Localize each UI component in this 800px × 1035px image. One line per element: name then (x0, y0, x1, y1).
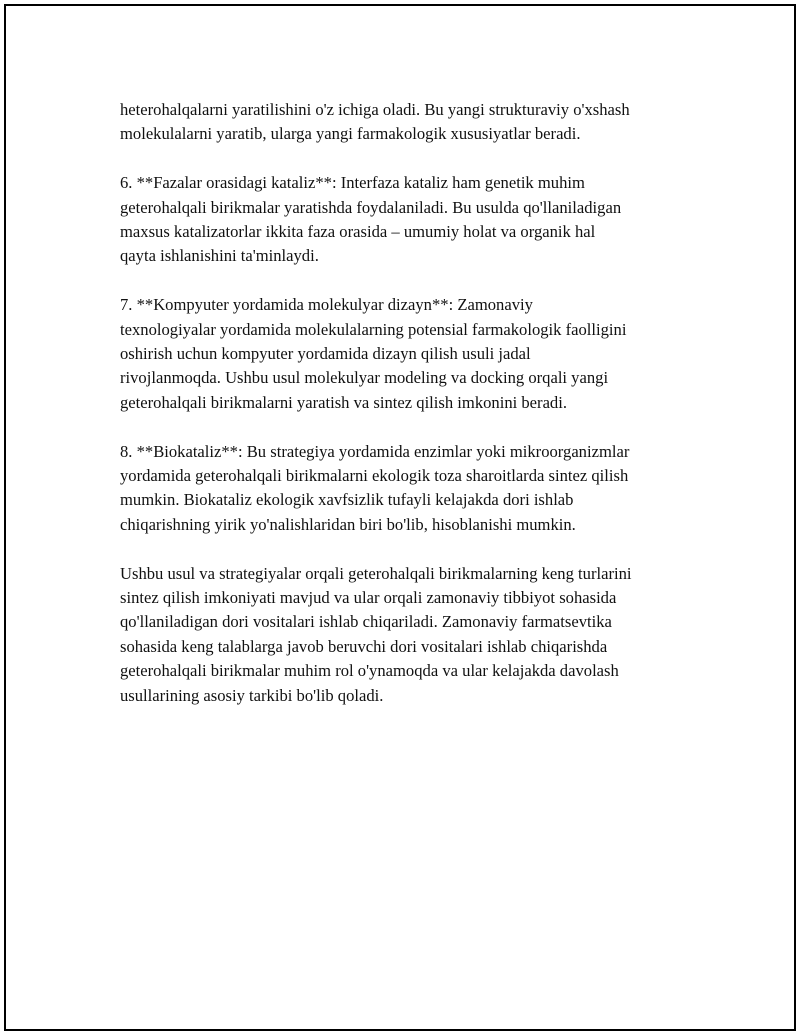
document-body (120, 98, 710, 732)
paragraph-conclusion: Ushbu usul va strategiyalar orqali geterohalqali birikmalarning keng turlarini sintez qilish imkoniyati mavjud va ular orqali zamonaviy tibbiyot sohasida qo'llaniladigan dori vositalari ishlab chiqariladi. Zamonaviy farmatsevtika sohasida keng talablarga javob beruvchi dori vositalari ishlab chiqarishda geterohalqali birikmalar muhim rol o'ynamoqda va ular kelajakda davolash usullarining asosiy tarkibi bo'lib qoladi. (120, 563, 632, 705)
paragraph-computer-molecular-design: 7. **Kompyuter yordamida molekulyar dizayn**: Zamonaviy texnologiyalar yordamida molekulalarning potensial farmakologik faolligini oshirish uchun kompyuter yordamida dizayn qilish usuli jadal rivojlanmoqda. Ushbu usul molekulyar modeling va docking orqali yangi geterohalqali birikmalarni yaratish va sintez qilish imkonini beradi. (120, 295, 627, 412)
page-frame (4, 4, 796, 1031)
paragraph-intro-continuation: heterohalqalarni yaratilishini o'z ichiga oladi. Bu yangi strukturaviy o'xshash molekulalarni yaratib, ularga yangi farmakologik xususiyatlar beradi. (120, 100, 630, 144)
paragraph-biocatalysis: 8. **Biokataliz**: Bu strategiya yordamida enzimlar yoki mikroorganizmlar yordamida geterohalqali birikmalarni ekologik toza sharoitlarda sintez qilish mumkin. Biokataliz ekologik xavfsizlik tufayli kelajakda dori ishlab chiqarishning yirik yo'nalishlaridan biri bo'lib, hisoblanishi mumkin. (120, 441, 630, 534)
paragraph-interphase-catalysis: 6. **Fazalar orasidagi kataliz**: Interfaza kataliz ham genetik muhim geterohalqali birikmalar yaratishda foydalaniladi. Bu usulda qo'llaniladigan maxsus katalizatorlar ikkita faza orasida – umumiy holat va organik hal qayta ishlanishini ta'minlaydi. (120, 173, 622, 266)
